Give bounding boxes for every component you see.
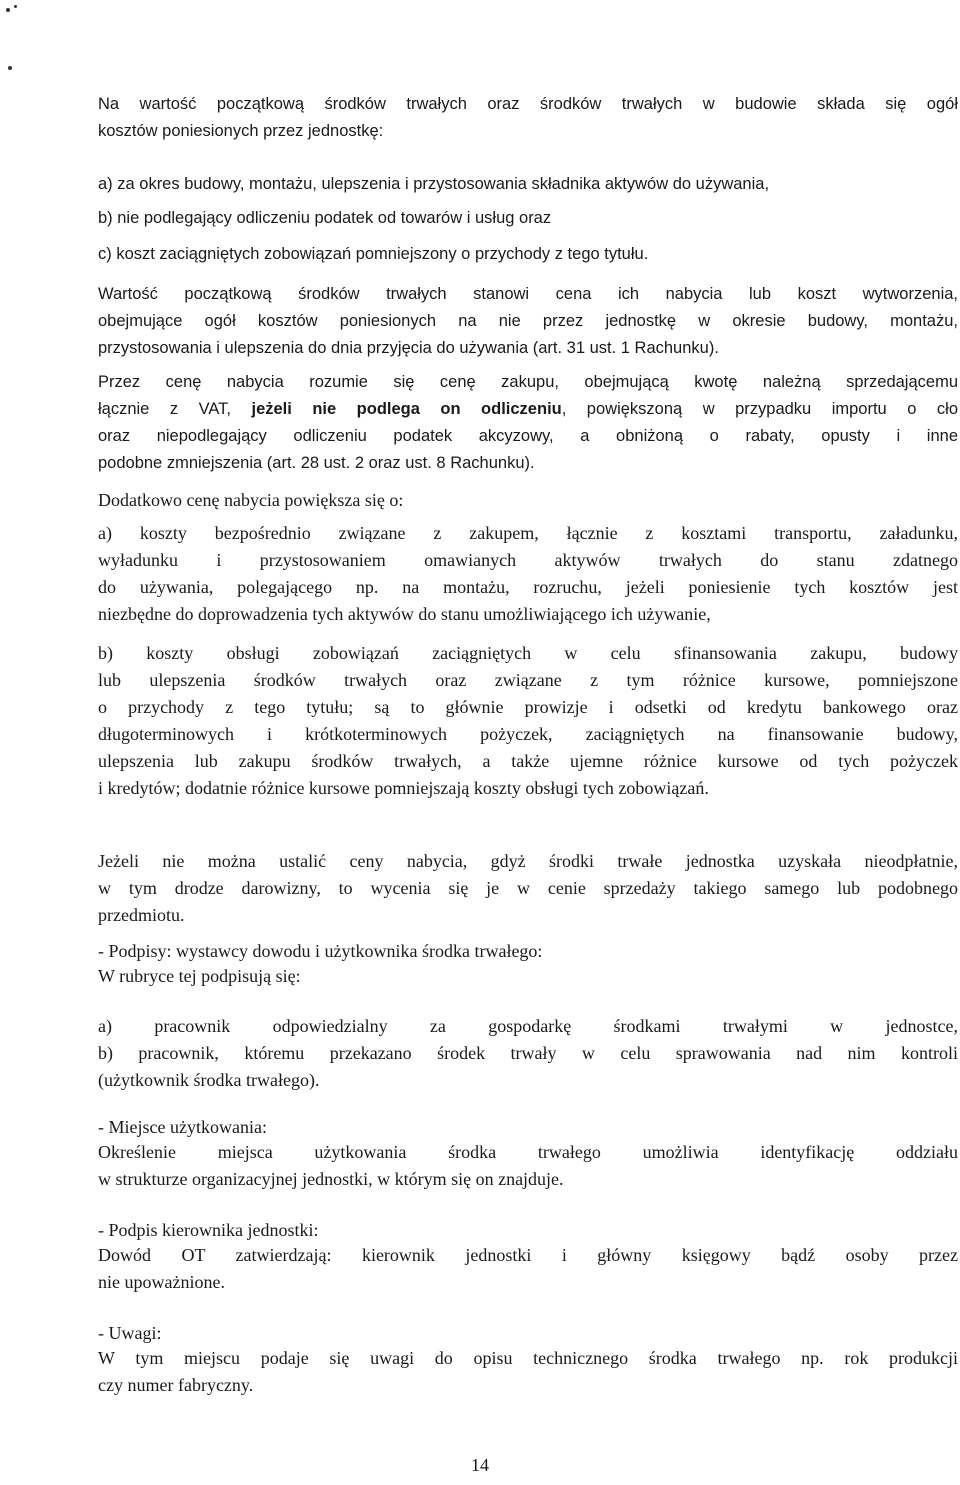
paragraph-line: oraz niepodlegający odliczeniu podatek akcyzowy, a obniżoną o rabaty, opusty i inne (98, 427, 958, 445)
scan-speck (14, 5, 17, 8)
paragraph-line: niezbędne do doprowadzenia tych aktywów do stanu umożliwiającego ich używanie, (98, 604, 711, 624)
paragraph-line: Określenie miejsca użytkowania środka trwałego umożliwia identyfikację oddziału (98, 1142, 958, 1162)
paragraph-line: wyładunku i przystosowaniem omawianych aktywów trwałych do stanu zdatnego (98, 550, 958, 570)
section-heading: - Uwagi: (98, 1323, 162, 1343)
paragraph-line: przystosowania i ulepszenia do dnia przyjęcia do używania (art. 31 ust. 1 Rachunku). (98, 339, 719, 357)
page-number: 14 (471, 1455, 489, 1475)
bold-phrase: jeżeli nie podlega on odliczeniu (251, 400, 562, 418)
section-heading: - Podpisy: wystawcy dowodu i użytkownika środka trwałego: (98, 941, 543, 961)
paragraph-line: w tym drodze darowizny, to wycenia się je w cenie sprzedaży takiego samego lub podobnego (98, 878, 958, 898)
paragraph-line: Wartość początkową środków trwałych stanowi cena ich nabycia lub koszt wytworzenia, (98, 285, 958, 303)
paragraph-line: W tym miejscu podaje się uwagi do opisu technicznego środka trwałego np. rok produkcji (98, 1348, 958, 1368)
scan-speck (6, 8, 10, 12)
paragraph-line: kosztów poniesionych przez jednostkę: (98, 122, 384, 140)
section-heading: - Podpis kierownika jednostki: (98, 1220, 319, 1240)
paragraph-line: nie upoważnione. (98, 1272, 225, 1292)
list-item: a) za okres budowy, montażu, ulepszenia i przystosowania składnika aktywów do używania, (98, 175, 770, 193)
paragraph-line: Na wartość początkową środków trwałych oraz środków trwałych w budowie składa się ogół (98, 95, 958, 113)
paragraph-line: Jeżeli nie można ustalić ceny nabycia, gdyż środki trwałe jednostka uzyskała nieodpłatnie, (98, 851, 958, 871)
paragraph-line: a) koszty bezpośrednio związane z zakupem, łącznie z kosztami transportu, załadunku, (98, 523, 958, 543)
paragraph-line: lub ulepszenia środków trwałych oraz związane z tym różnice kursowe, pomniejszone (98, 670, 958, 690)
paragraph-line: Dowód OT zatwierdzają: kierownik jednostki i główny księgowy bądź osoby przez (98, 1245, 958, 1265)
scan-speck (8, 66, 12, 70)
paragraph-line: do używania, polegającego np. na montażu, rozruchu, jeżeli poniesienie tych kosztów jest (98, 577, 958, 597)
paragraph-line: W rubryce tej podpisują się: (98, 966, 301, 986)
paragraph-line: Dodatkowo cenę nabycia powiększa się o: (98, 490, 404, 510)
paragraph-line: przedmiotu. (98, 905, 185, 925)
paragraph-line: Przez cenę nabycia rozumie się cenę zakupu, obejmującą kwotę należną sprzedającemu (98, 373, 958, 391)
paragraph-line: długoterminowych i krótkoterminowych pożyczek, zaciągniętych na finansowanie budowy, (98, 724, 958, 744)
paragraph-line: łącznie z VAT, jeżeli nie podlega on odliczeniu, powiększoną w przypadku importu o cło (98, 400, 958, 418)
paragraph-line: o przychody z tego tytułu; są to głównie prowizje i odsetki od kredytu bankowego oraz (98, 697, 958, 717)
paragraph-line: podobne zmniejszenia (art. 28 ust. 2 oraz ust. 8 Rachunku). (98, 454, 535, 472)
paragraph-line: w strukturze organizacyjnej jednostki, w którym się on znajduje. (98, 1169, 564, 1189)
paragraph-line: i kredytów; dodatnie różnice kursowe pomniejszają koszty obsługi tych zobowiązań. (98, 778, 709, 798)
list-item: b) pracownik, któremu przekazano środek trwały w celu sprawowania nad nim kontroli (98, 1043, 958, 1063)
paragraph-line: czy numer fabryczny. (98, 1375, 254, 1395)
list-item: a) pracownik odpowiedzialny za gospodarkę środkami trwałymi w jednostce, (98, 1016, 958, 1036)
list-item: (użytkownik środka trwałego). (98, 1070, 320, 1090)
list-item: b) nie podlegający odliczeniu podatek od towarów i usług oraz (98, 209, 552, 227)
paragraph-line: ulepszenia lub zakupu środków trwałych, a także ujemne różnice kursowe od tych pożyczek (98, 751, 958, 771)
list-item: c) koszt zaciągniętych zobowiązań pomniejszony o przychody z tego tytułu. (98, 245, 649, 263)
section-heading: - Miejsce użytkowania: (98, 1117, 267, 1137)
paragraph-line: obejmujące ogół kosztów poniesionych na nie przez jednostkę w okresie budowy, montażu, (98, 312, 958, 330)
paragraph-line: b) koszty obsługi zobowiązań zaciągniętych w celu sfinansowania zakupu, budowy (98, 643, 958, 663)
